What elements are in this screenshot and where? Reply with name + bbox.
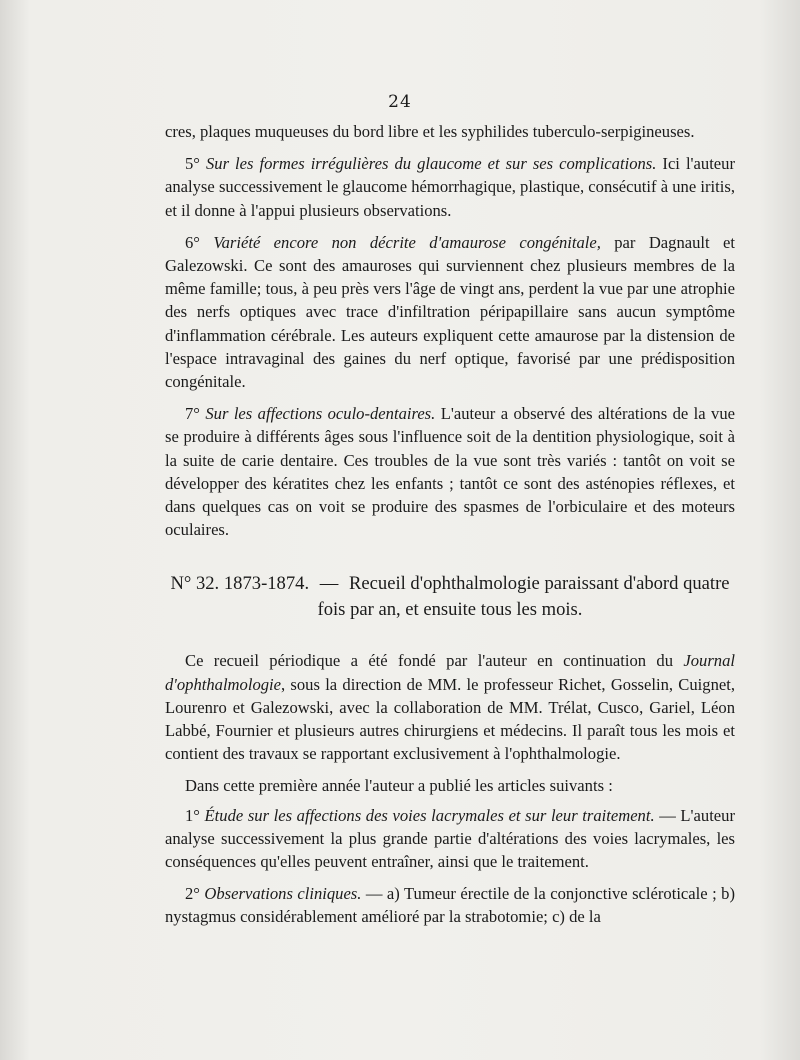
paragraph-articles-intro: [165, 774, 735, 797]
article-item-2: [165, 882, 735, 928]
item-number: 6°: [185, 232, 214, 252]
article-item-1: [165, 804, 735, 874]
paragraph-text: , sous la direction de MM. le professeur Richet, Gosselin, Cuignet, Lourenro et Galezowski, avec la collaboration de MM. Trélat, Cusco, Gariel, Léon Labbé, Fournier et plusieurs autres chirurgiens et médecins. Il paraît tous les mois et contient des travaux se rapportant exclusivement à l'ophthalmologie.: [165, 674, 735, 764]
entry-title: Recueil d'ophthalmologie paraissant d'abord quatre fois par an, et ensuite tous les mois.: [317, 573, 730, 621]
item-title: Étude sur les affections des voies lacrymales et sur leur traitement.: [204, 805, 655, 825]
paragraph-text: — a) Tumeur érectile de la conjonctive scléroticale ; b) nystagmus considérablement amélioré par la strabotomie; c) de la: [165, 884, 735, 927]
item-title: Variété encore non décrite d'amaurose congénitale,: [213, 232, 601, 252]
page-number: 24: [388, 92, 412, 112]
paragraph-text: cres, plaques muqueuses du bord libre et les syphilides tuberculo-serpigineuses.: [165, 122, 695, 141]
item-number: 2°: [185, 884, 205, 904]
paragraph-text: L'auteur a observé des altérations de la vue se produire à différents âges sous l'influence soit de la dentition physiologique, soit à la suite de carie dentaire. Ces troubles de la vue sont très variés : tantôt on voit se développer des kératites chez les enfants ; tantôt ce sont des asténopies réflexes, et dans quelques cas on voit se produire des spasmes de l'orbiculaire et des moteurs oculaires.: [165, 404, 735, 540]
body-text: [165, 120, 735, 938]
journal-title: Journal d'ophthalmologie: [165, 651, 735, 694]
item-title: Sur les formes irrégulières du glaucome et sur ses complications.: [205, 154, 657, 174]
paragraph-text: Ce recueil périodique a été fondé par l'auteur en continuation du: [185, 651, 684, 671]
item-number: 5°: [185, 154, 206, 174]
entry-number: N° 32.: [170, 573, 220, 595]
paragraph-recueil: [165, 649, 735, 765]
paragraph-text: par Dagnault et Galezowski. Ce sont des amauroses qui surviennent chez plusieurs membres de la même famille; tous, à peu près vers l'âge de vingt ans, perdent la vue par une atrophie des nerfs optiques avec trace d'infiltration péripapillaire sans aucun symptôme d'inflammation cérébrale. Les auteurs expliquent cette amaurose par la distension de l'espace intravaginal des gaines du nerf optique, favorisé par une prédisposition congénitale.: [165, 232, 735, 392]
paragraph-item-5: [165, 152, 735, 222]
paragraph-text: Ici l'auteur analyse successivement le glaucome hémorrhagique, plastique, consécutif à une iritis, et il donne à l'appui plusieurs observations.: [165, 154, 735, 220]
entry-heading: [165, 571, 735, 623]
paragraph-item-7: [165, 402, 735, 541]
entry-years: 1873-1874.: [223, 573, 310, 595]
entry-dash: —: [319, 573, 339, 595]
item-title: Observations cliniques.: [204, 884, 362, 904]
item-number: 7°: [185, 404, 206, 424]
item-number: 1°: [185, 805, 205, 825]
paragraph-item-6: [165, 231, 735, 393]
paragraph-text: — L'auteur analyse successivement la plus grande partie d'altérations des voies lacrymales, les conséquences qu'elles peuvent entraîner, ainsi que le traitement.: [165, 805, 735, 872]
paragraph-continuation: [165, 120, 735, 143]
item-title: Sur les affections oculo-dentaires.: [205, 404, 436, 424]
paragraph-text: Dans cette première année l'auteur a publié les articles suivants :: [185, 776, 613, 796]
